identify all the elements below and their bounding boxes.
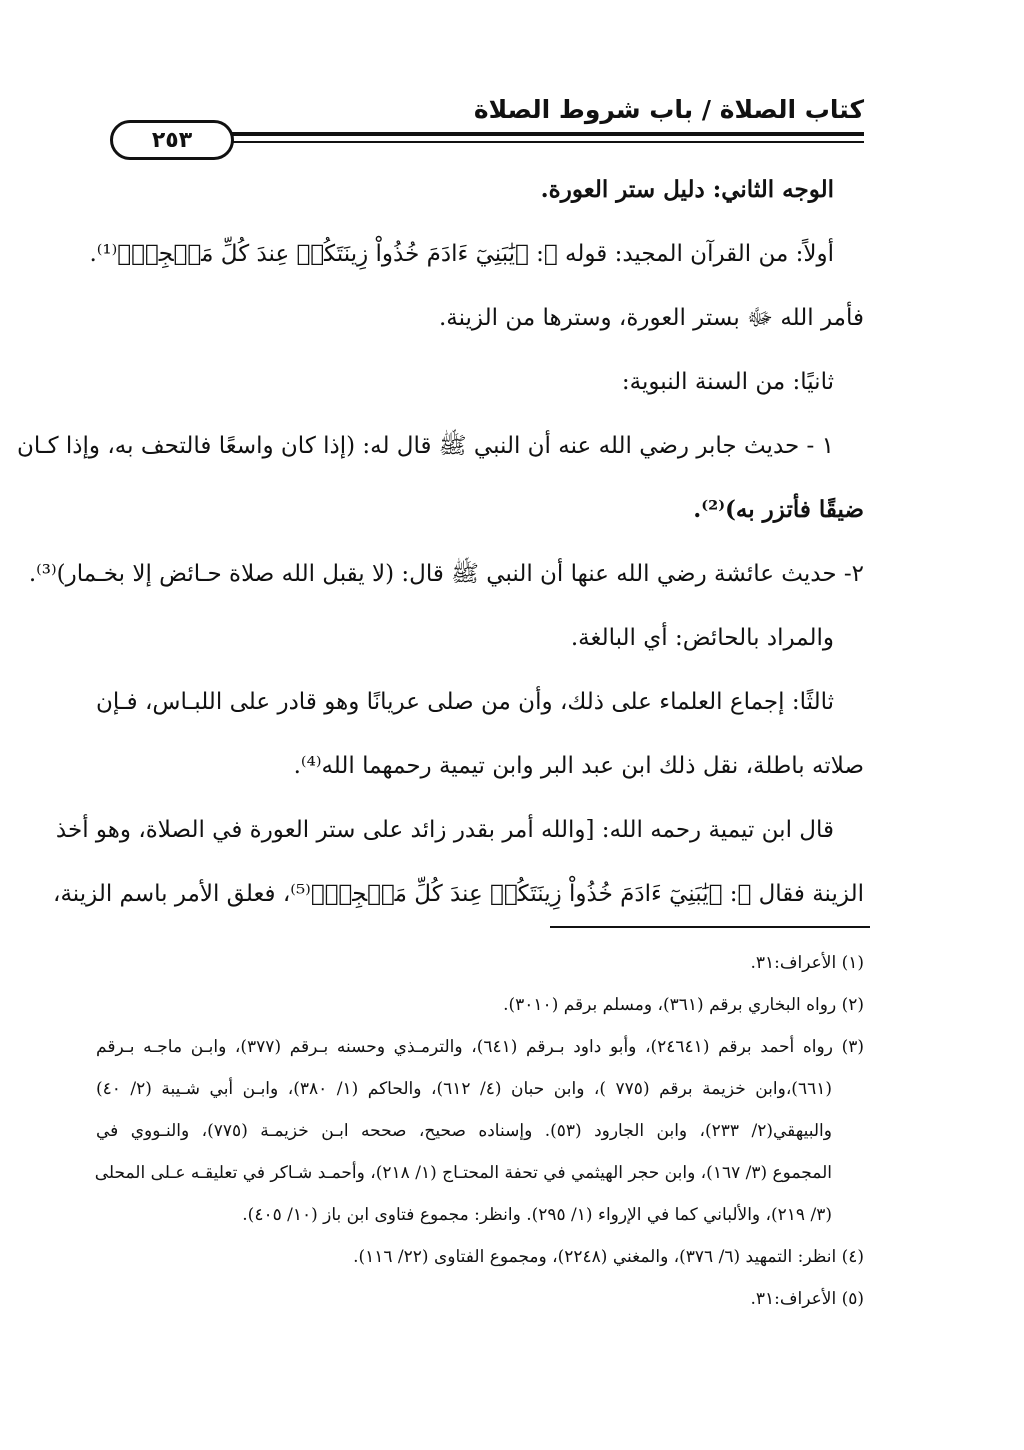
footnote-line: (٣/ ٢١٩)، والألباني كما في الإرواء (١/ ٢٩٥). وانظر: مجموع فتاوى ابن باز (١٠/ ٤٠٥).	[242, 1205, 832, 1225]
footnote-line: (١) الأعراف:٣١.	[750, 953, 864, 973]
header-rule-thin	[216, 141, 864, 143]
running-title: كتاب الصلاة / باب شروط الصلاة	[473, 95, 864, 124]
text-line: ٢- حديث عائشة رضي الله عنها أن النبي ﷺ قال: (لا يقبل الله صلاة حـائض إلا بخـمار)⁽³⁾.	[28, 561, 864, 587]
text-line: ثالثًا: إجماع العلماء على ذلك، وأن من صلى عريانًا وهو قادر على اللبـاس، فـإن	[96, 689, 834, 715]
text-line: صلاته باطلة، نقل ذلك ابن عبد البر وابن تيمية رحمهما الله⁽⁴⁾.	[293, 753, 864, 779]
footnote-line: (٦٦١)،وابن خزيمة برقم (٧٧٥ )، وابن حبان (٤/ ٦١٢)، والحاكم (١/ ٣٨٠)، وابـن أبي شـيبة (٢/ ٤٠)	[96, 1079, 832, 1099]
text-line: ضيقًا فأتزر به)⁽²⁾.	[693, 496, 864, 523]
footnote-line: (٥) الأعراف:٣١.	[750, 1289, 864, 1309]
text-line: أولاً: من القرآن المجيد: قوله ﷻ: ﴿يَٰبَنِيٓ ءَادَمَ خُذُواْ زِينَتَكُمۡ عِندَ كُلِّ مَسۡجِدٖ﴾⁽¹⁾.	[89, 241, 834, 267]
text-line: ثانيًا: من السنة النبوية:	[621, 369, 834, 395]
footnote-line: (٤) انظر: التمهيد (٦/ ٣٧٦)، والمغني (٢٢٤٨)، ومجموع الفتاوى (٢٢/ ١١٦).	[353, 1247, 864, 1267]
text-line: الزينة فقال ﷻ: ﴿يَٰبَنِيٓ ءَادَمَ خُذُواْ زِينَتَكُمۡ عِندَ كُلِّ مَسۡجِدٖ﴾⁽⁵⁾، فعلق الأمر باسم الزينة،	[53, 881, 864, 907]
text-line: والمراد بالحائض: أي البالغة.	[570, 625, 834, 651]
text-line: قال ابن تيمية رحمه الله: [والله أمر بقدر زائد على ستر العورة في الصلاة، وهو أخذ	[55, 817, 834, 843]
footnote-separator	[550, 926, 870, 928]
text-line: ١ - حديث جابر رضي الله عنه أن النبي ﷺ قال له: (إذا كان واسعًا فالتحف به، وإذا كـان	[17, 433, 834, 459]
page-number: ٢٥٣	[110, 120, 234, 160]
text-line: فأمر الله ﷻ بستر العورة، وسترها من الزينة.	[438, 305, 864, 331]
footnote-line: المجموع (٣/ ١٦٧)، وابن حجر الهيثمي في تحفة المحتـاج (١/ ٢١٨)، وأحمـد شـاكر في تعليقـه عـلى المحلى	[94, 1163, 832, 1183]
main-text	[17, 158, 864, 926]
footnotes	[96, 942, 864, 1320]
footnote-line: والبيهقي(٢/ ٢٣٣)، وابن الجارود (٥٣). وإسناده صحيح، صححه ابـن خزيمـة (٧٧٥)، والنـووي في	[96, 1121, 832, 1141]
text-line: الوجه الثاني: دليل ستر العورة.	[540, 176, 834, 203]
header-rule	[216, 132, 864, 136]
footnote-line: (٣) رواه أحمد برقم (٢٤٦٤١)، وأبو داود بـرقم (٦٤١)، والترمـذي وحسنه بـرقم (٣٧٧)، وابـن ماجـه بـرقم	[96, 1037, 865, 1057]
footnote-line: (٢) رواه البخاري برقم (٣٦١)، ومسلم برقم (٣٠١٠).	[503, 995, 864, 1015]
page-header	[96, 94, 864, 154]
